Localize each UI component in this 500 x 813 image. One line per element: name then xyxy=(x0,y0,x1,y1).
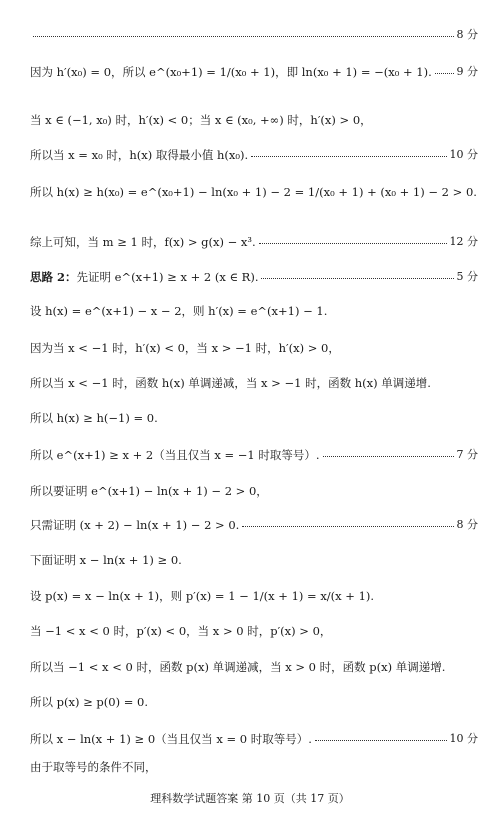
solution-line xyxy=(30,339,478,357)
line-text: 只需证明 (x + 2) − ln(x + 1) − 2 > 0. xyxy=(30,518,240,532)
line-text: 所以当 −1 < x < 0 时，函数 p(x) 单调递减，当 x > 0 时，函数 p(x) 单调递增. xyxy=(30,660,446,674)
solution-line xyxy=(30,409,478,427)
line-text: 思路 2：先证明 e^(x+1) ≥ x + 2 (x ∈ R). xyxy=(30,270,259,284)
solution-line xyxy=(30,26,478,44)
solution-line xyxy=(30,551,478,569)
solution-line xyxy=(30,302,478,320)
solution-line xyxy=(30,374,478,392)
line-text: 所以 h(x) ≥ h(−1) = 0. xyxy=(30,411,158,425)
score-label: 5 分 xyxy=(456,270,478,283)
dot-leader xyxy=(435,73,454,74)
score-label: 10 分 xyxy=(449,148,478,161)
line-text: 当 −1 < x < 0 时，p′(x) < 0，当 x > 0 时，p′(x) > 0， xyxy=(30,624,332,638)
solution-line xyxy=(30,233,478,251)
line-text: 由于取等号的条件不同， xyxy=(30,760,157,774)
solution-line xyxy=(30,587,478,605)
dot-leader xyxy=(315,740,447,741)
line-text: 所以 p(x) ≥ p(0) = 0. xyxy=(30,695,148,709)
dot-leader xyxy=(33,36,454,37)
score-label: 12 分 xyxy=(449,235,478,248)
dot-leader xyxy=(323,456,454,457)
score-label: 8 分 xyxy=(456,518,478,531)
solution-line xyxy=(30,516,478,534)
dot-leader xyxy=(259,243,447,244)
line-text: 因为当 x < −1 时，h′(x) < 0，当 x > −1 时，h′(x) > 0， xyxy=(30,341,340,355)
solution-line xyxy=(30,268,478,286)
score-label: 10 分 xyxy=(449,732,478,745)
line-text: 所以 e^(x+1) ≥ x + 2（当且仅当 x = −1 时取等号）. xyxy=(30,448,320,462)
page-footer: 理科数学试题答案 第 10 页（共 17 页） xyxy=(150,792,350,805)
line-text: 所以 h(x) ≥ h(x₀) = e^(x₀+1) − ln(x₀ + 1) − 2 = 1/(x₀ + 1) + (x₀ + 1) − 2 > 0. xyxy=(30,185,477,199)
line-text: 综上可知，当 m ≥ 1 时，f(x) > g(x) − x³. xyxy=(30,235,256,249)
solution-line xyxy=(30,622,478,640)
solution-line xyxy=(30,63,478,81)
line-text: 所以 x − ln(x + 1) ≥ 0（当且仅当 x = 0 时取等号）. xyxy=(30,732,312,746)
line-text: 所以当 x = x₀ 时，h(x) 取得最小值 h(x₀). xyxy=(30,148,249,162)
dot-leader xyxy=(242,526,453,527)
line-text: 下面证明 x − ln(x + 1) ≥ 0. xyxy=(30,553,182,567)
score-label: 7 分 xyxy=(456,448,478,461)
solution-line xyxy=(30,446,478,464)
solution-line xyxy=(30,658,478,676)
solution-line xyxy=(30,111,478,129)
line-text: 因为 h′(x₀) = 0，所以 e^(x₀+1) = 1/(x₀ + 1)，即 ln(x₀ + 1) = −(x₀ + 1). xyxy=(30,65,432,79)
solution-line xyxy=(30,482,478,500)
solution-line xyxy=(30,146,478,164)
line-text: 当 x ∈ (−1, x₀) 时，h′(x) < 0；当 x ∈ (x₀, +∞) 时，h′(x) > 0， xyxy=(30,113,372,127)
score-label: 9 分 xyxy=(456,65,478,78)
line-text: 所以当 x < −1 时，函数 h(x) 单调递减，当 x > −1 时，函数 h(x) 单调递增. xyxy=(30,376,431,390)
dot-leader xyxy=(251,156,446,157)
solution-line xyxy=(30,693,478,711)
solution-line xyxy=(30,730,478,748)
line-text: 设 p(x) = x − ln(x + 1)，则 p′(x) = 1 − 1/(x + 1) = x/(x + 1). xyxy=(30,589,375,603)
line-text: 设 h(x) = e^(x+1) − x − 2，则 h′(x) = e^(x+1) − 1. xyxy=(30,304,328,318)
line-text: 所以要证明 e^(x+1) − ln(x + 1) − 2 > 0， xyxy=(30,484,268,498)
solution-line xyxy=(30,758,478,776)
solution-line xyxy=(30,183,478,201)
score-label: 8 分 xyxy=(456,28,478,41)
dot-leader xyxy=(261,278,453,279)
